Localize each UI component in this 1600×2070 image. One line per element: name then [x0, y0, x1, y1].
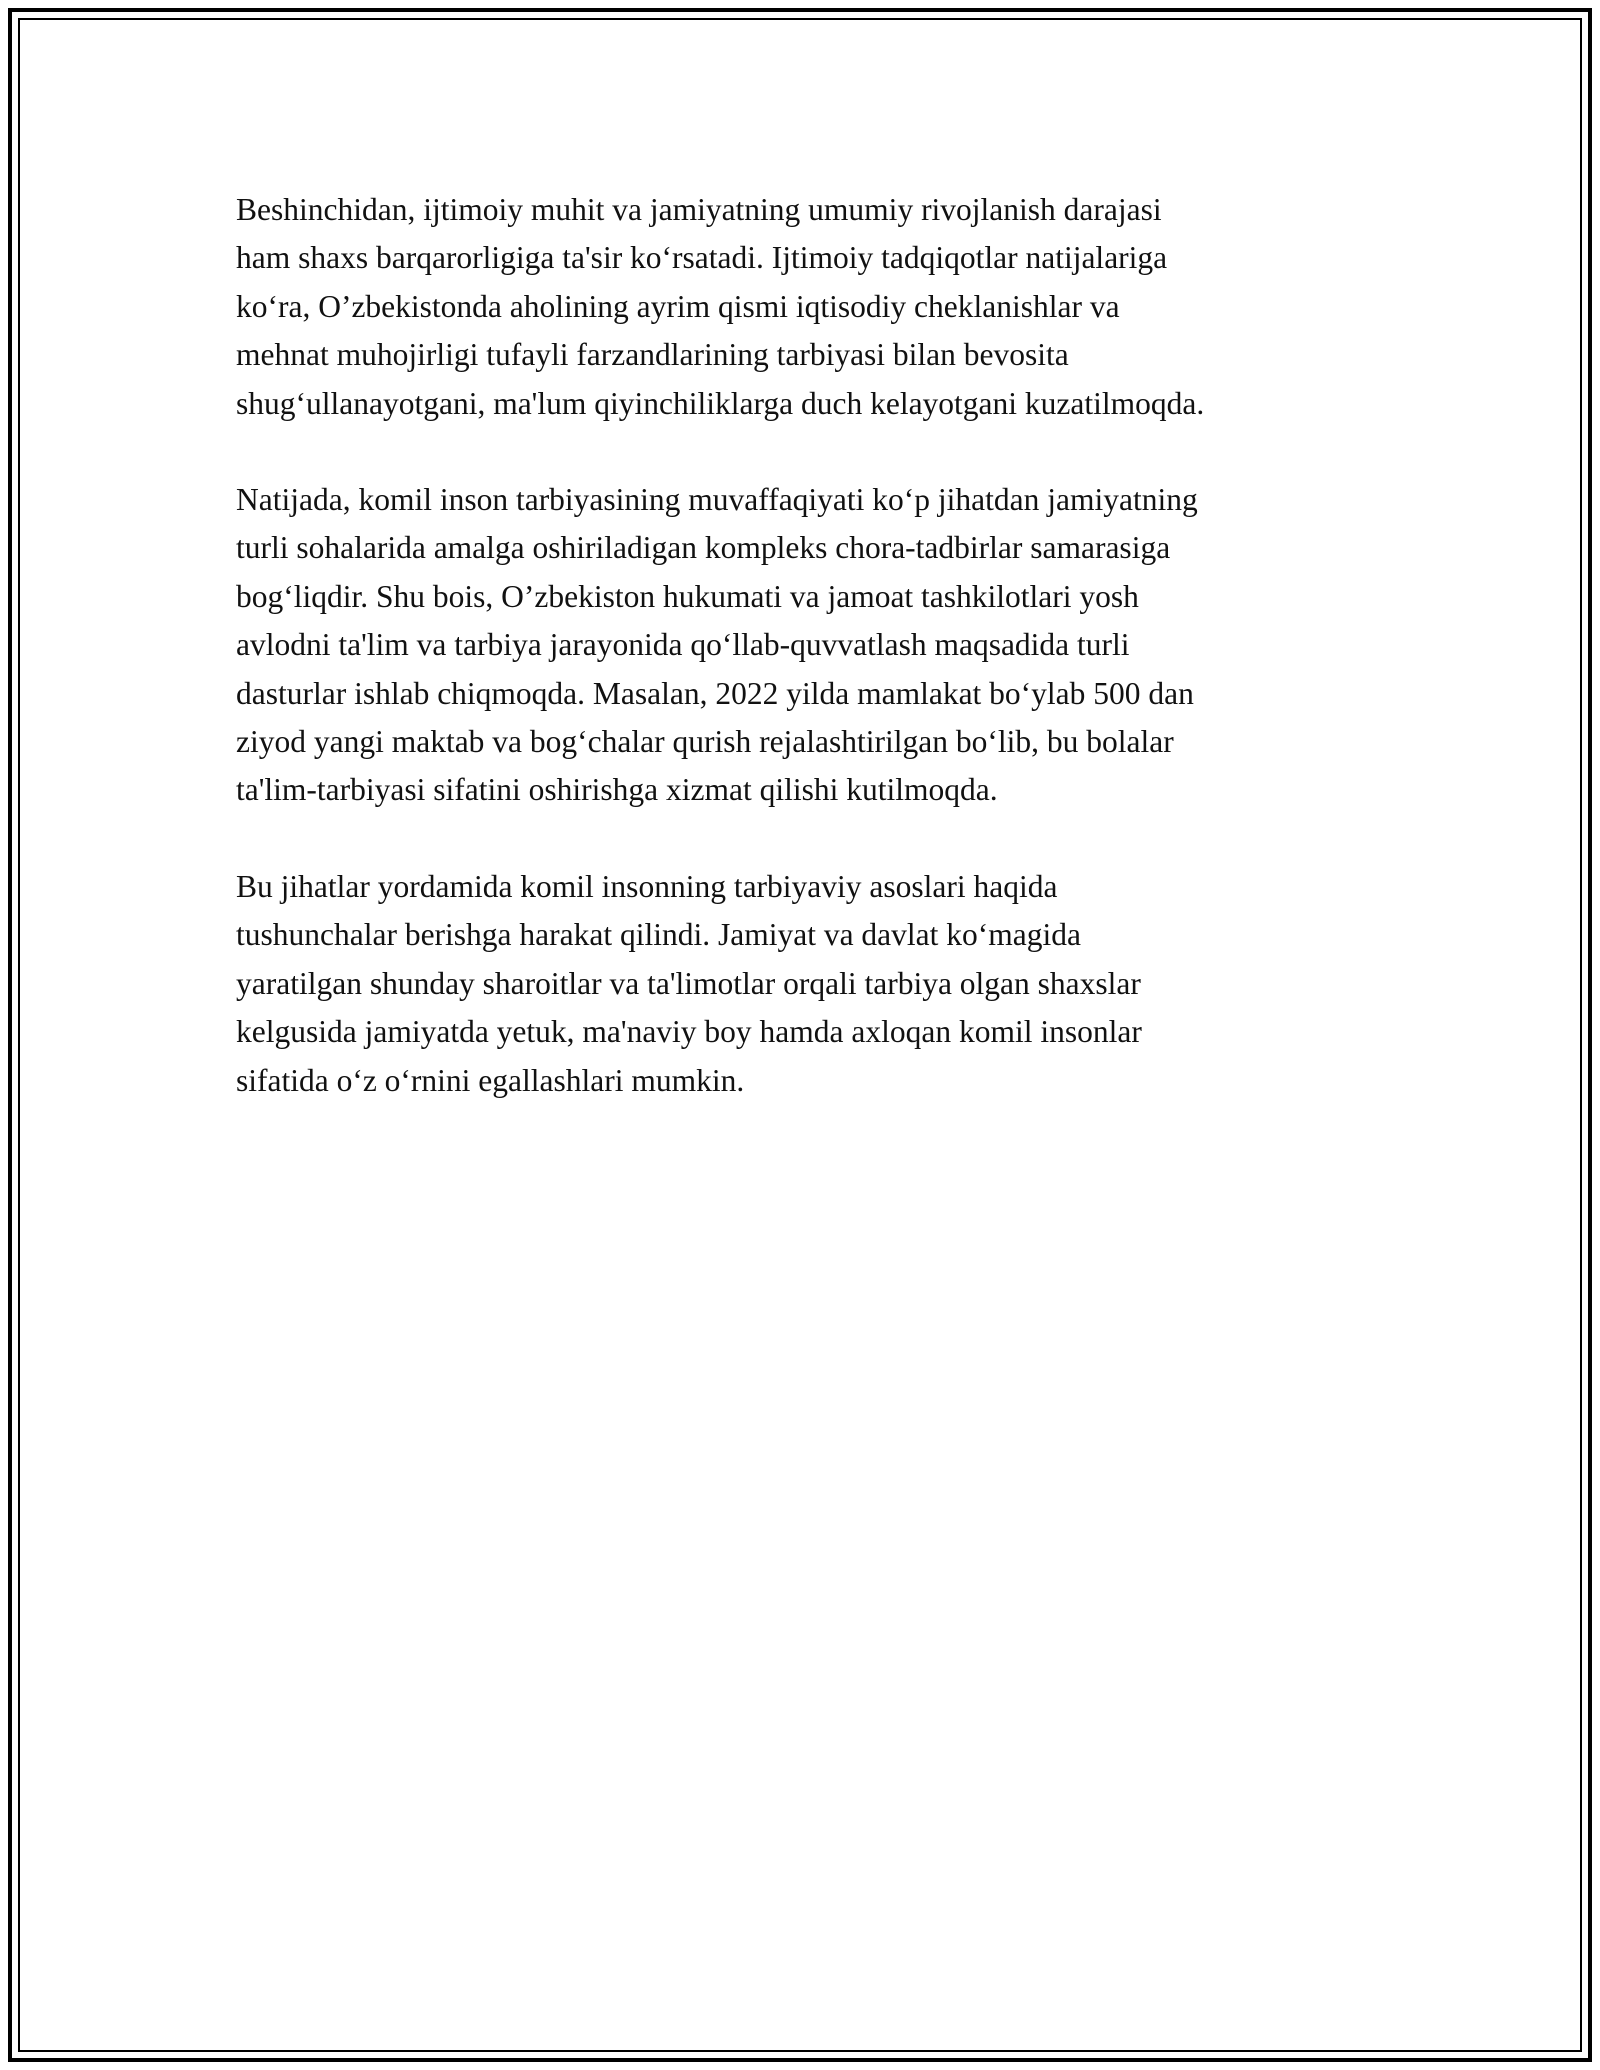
text-line: sifatida oʻz oʻrnini egallashlari mumkin.	[236, 1062, 745, 1098]
paragraph-2	[236, 476, 1386, 815]
text-line: yaratilgan shunday sharoitlar va ta'limotlar orqali tarbiya olgan shaxslar	[236, 965, 1141, 1001]
text-line: turli sohalarida amalga oshiriladigan kompleks chora-tadbirlar samarasiga	[236, 530, 1171, 566]
text-line: avlodni ta'lim va tarbiya jarayonida qoʻllab-quvvatlash maqsadida turli	[236, 627, 1130, 663]
text-line: dasturlar ishlab chiqmoqda. Masalan, 2022 yilda mamlakat boʻylab 500 dan	[236, 675, 1194, 711]
text-line: tushunchalar berishga harakat qilindi. Jamiyat va davlat koʻmagida	[236, 917, 1081, 953]
text-line: ham shaxs barqarorligiga ta'sir koʻrsatadi. Ijtimoiy tadqiqotlar natijalariga	[236, 240, 1168, 276]
text-line: koʻra, O’zbekistonda aholining ayrim qismi iqtisodiy cheklanishlar va	[236, 288, 1120, 324]
text-line: Beshinchidan, ijtimoiy muhit va jamiyatning umumiy rivojlanish darajasi	[236, 192, 1162, 227]
paragraph-1	[236, 186, 1386, 428]
text-line: kelgusida jamiyatda yetuk, ma'naviy boy hamda axloqan komil insonlar	[236, 1014, 1142, 1050]
text-line: ta'lim-tarbiyasi sifatini oshirishga xizmat qilishi kutilmoqda.	[236, 772, 998, 808]
text-line: bogʻliqdir. Shu bois, O’zbekiston hukumati va jamoat tashkilotlari yosh	[236, 578, 1139, 614]
text-line: mehnat muhojirligi tufayli farzandlarining tarbiyasi bilan bevosita	[236, 337, 1069, 373]
text-line: Bu jihatlar yordamida komil insonning tarbiyaviy asoslari haqida	[236, 868, 1058, 904]
text-line: Natijada, komil inson tarbiyasining muvaffaqiyati koʻp jihatdan jamiyatning	[236, 482, 1198, 518]
text-line: shugʻullanayotgani, ma'lum qiyinchiliklarga duch kelayotgani kuzatilmoqda.	[236, 385, 1205, 421]
text-line: ziyod yangi maktab va bogʻchalar qurish rejalashtirilgan boʻlib, bu bolalar	[236, 724, 1174, 760]
paragraph-3	[236, 863, 1386, 1105]
document-body	[236, 186, 1386, 1153]
